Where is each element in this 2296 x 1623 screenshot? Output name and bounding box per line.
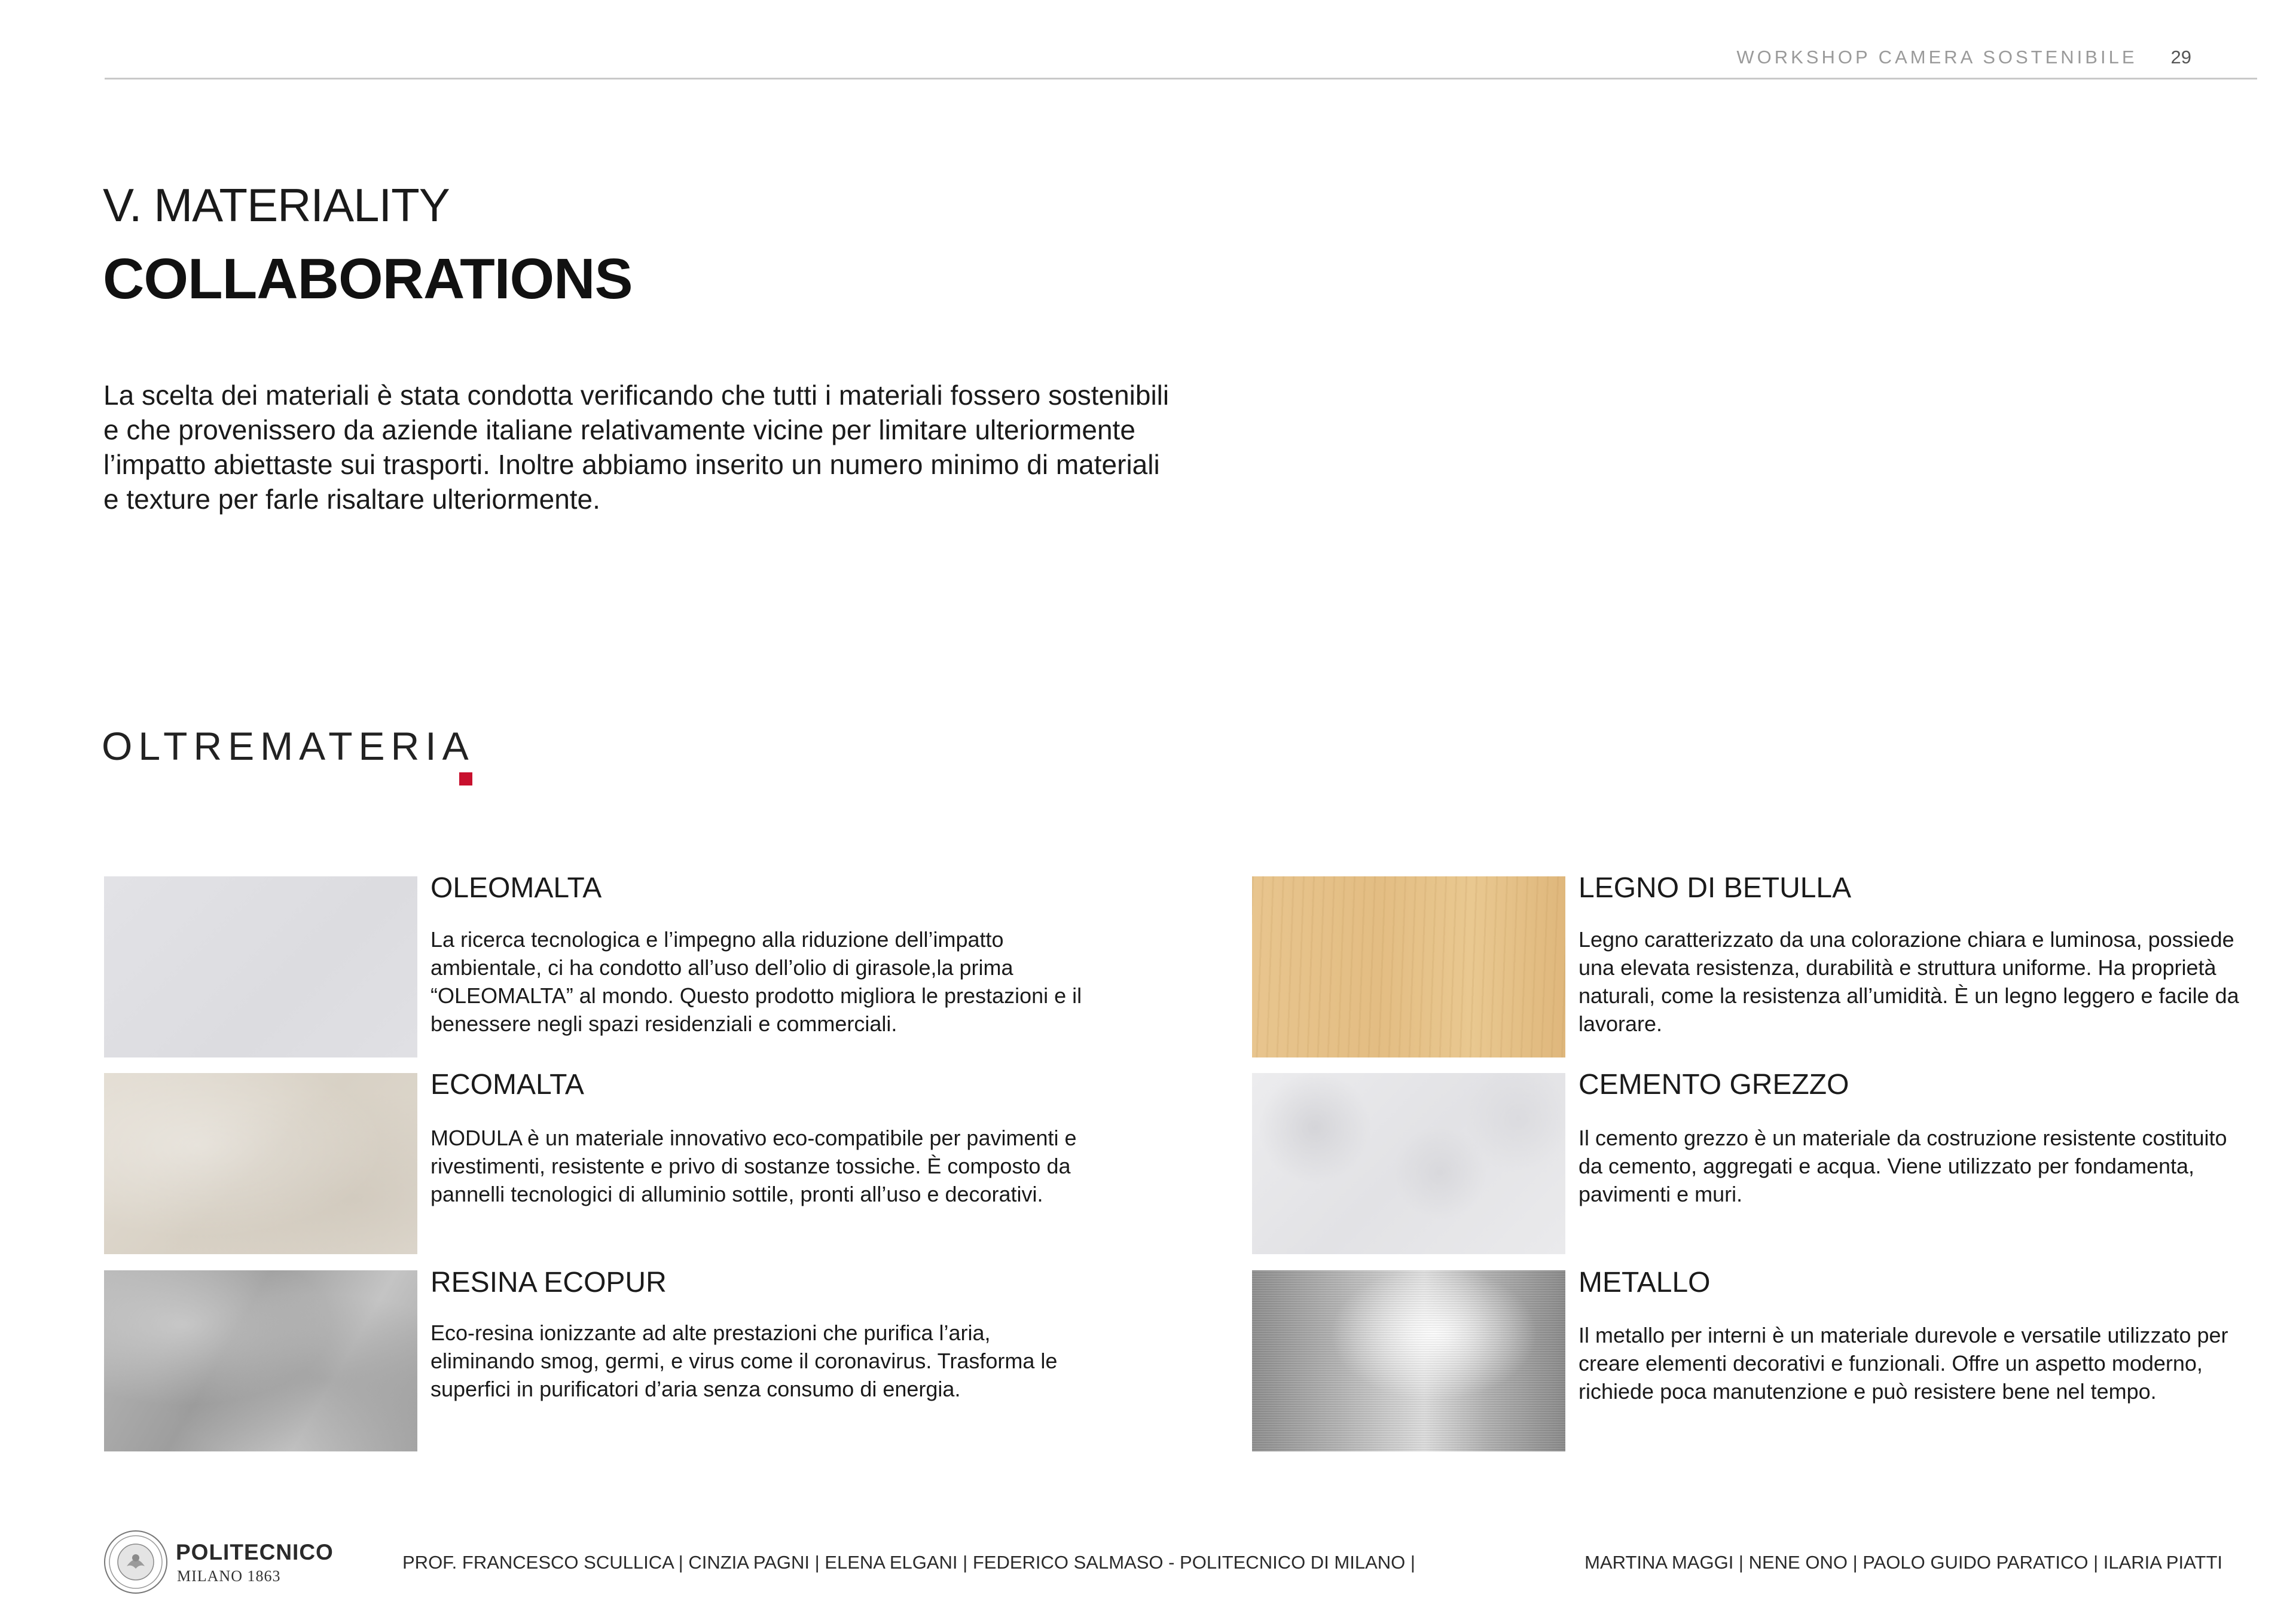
material-swatch-resina-ecopur (104, 1270, 417, 1451)
header-rule (105, 78, 2257, 80)
material-description-cemento-grezzo: Il cemento grezzo è un materiale da costruzione resistente costituito da cemento, aggregati e acqua. Viene utilizzato per fondamenta, pavimenti e muri. (1578, 1126, 2227, 1206)
material-swatch-ecomalta (104, 1073, 417, 1254)
running-header-title: WORKSHOP CAMERA SOSTENIBILE (1736, 47, 2138, 68)
intro-paragraph: La scelta dei materiali è stata condotta verificando che tutti i materiali fossero sostenibili e che provenissero da aziende italiane relativamente vicine per limitare ulteriormente l’impatto abiettaste sui trasporti. Inoltre abbiamo inserito un numero minimo di materiali e texture per farle risaltare ulteriormente. (103, 380, 1170, 515)
running-header (1736, 47, 2191, 68)
politecnico-seal-icon (103, 1529, 169, 1595)
material-description-ecomalta: MODULA è un materiale innovativo eco-compatibile per pavimenti e rivestimenti, resistente e privo di sostanze tossiche. È composto da pannelli tecnologici di alluminio sottile, pronti all’uso e decorativi. (430, 1126, 1077, 1206)
material-title-legno-di-betulla: LEGNO DI BETULLA (1578, 872, 1852, 904)
oltremateria-logo (102, 723, 475, 769)
footer-credits-left: PROF. FRANCESCO SCULLICA | CINZIA PAGNI | ELENA ELGANI | FEDERICO SALMASO - POLITECNICO DI MILANO | (402, 1552, 1415, 1573)
material-swatch-legno-di-betulla (1252, 876, 1565, 1057)
material-description-metallo: Il metallo per interni è un materiale durevole e versatile utilizzato per creare elementi decorativi e funzionali. Offre un aspetto moderno, richiede poca manutenzione e può resistere bene nel tempo. (1578, 1323, 2228, 1404)
material-title-resina-ecopur: RESINA ECOPUR (430, 1267, 667, 1298)
politecnico-name: POLITECNICO (176, 1540, 334, 1564)
material-title-oleomalta: OLEOMALTA (430, 872, 602, 904)
material-title-metallo: METALLO (1578, 1267, 1711, 1298)
material-swatch-metallo (1252, 1270, 1565, 1451)
material-description-resina-ecopur: Eco-resina ionizzante ad alte prestazioni che purifica l’aria, eliminando smog, germi, e virus come il coronavirus. Trasforma le superfici in purificatori d’aria senza consumo di energia. (430, 1321, 1058, 1401)
material-swatch-cemento-grezzo (1252, 1073, 1565, 1254)
brand-accent-square (459, 772, 472, 785)
page-title: COLLABORATIONS (103, 247, 633, 311)
material-title-cemento-grezzo: CEMENTO GREZZO (1578, 1069, 1849, 1101)
material-description-oleomalta: La ricerca tecnologica e l’impegno alla riduzione dell’impatto ambientale, ci ha condotto all’uso dell’olio di girasole,la prima “OLEOMALTA” al mondo. Questo prodotto migliora le prestazioni e il benessere negli spazi residenziali e commerciali. (430, 927, 1082, 1036)
section-label: V. MATERIALITY (103, 179, 450, 231)
material-swatch-oleomalta (104, 876, 417, 1057)
politecnico-subtitle: MILANO 1863 (177, 1567, 281, 1585)
page-number: 29 (2170, 47, 2191, 68)
material-title-ecomalta: ECOMALTA (430, 1069, 584, 1101)
footer-credits-right: MARTINA MAGGI | NENE ONO | PAOLO GUIDO PARATICO | ILARIA PIATTI (1584, 1552, 2222, 1573)
brand-name: OLTREMATERIA (102, 724, 475, 768)
material-description-legno-di-betulla: Legno caratterizzato da una colorazione chiara e luminosa, possiede una elevata resistenza, durabilità e struttura uniforme. Ha proprietà naturali, come la resistenza all’umidità. È un legno leggero e facile da lavorare. (1578, 927, 2239, 1036)
